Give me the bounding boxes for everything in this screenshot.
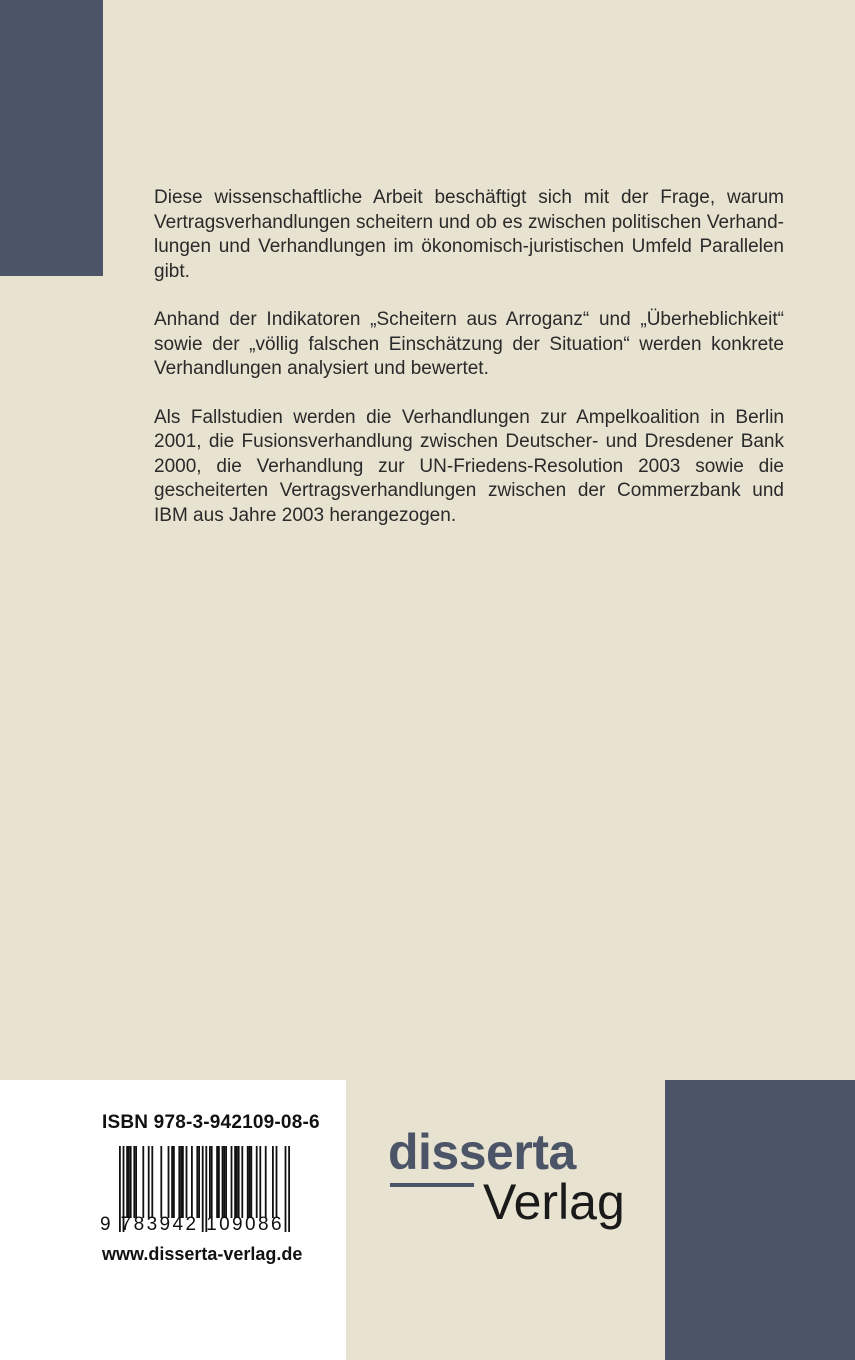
- barcode-bar: [151, 1146, 153, 1218]
- barcode-bar: [218, 1146, 220, 1218]
- barcode-bar: [209, 1146, 211, 1218]
- barcode-bar: [216, 1146, 218, 1218]
- barcode-bar: [222, 1146, 224, 1218]
- barcode-bar: [142, 1146, 144, 1218]
- barcode-bar: [231, 1146, 233, 1218]
- barcode-bar: [223, 1146, 225, 1218]
- barcode-bar: [182, 1146, 184, 1218]
- barcode-bar: [168, 1146, 170, 1218]
- barcode-bar: [160, 1146, 162, 1218]
- barcode-bar: [148, 1146, 150, 1218]
- publisher-logo: [388, 1124, 648, 1244]
- barcode-bar: [276, 1146, 278, 1218]
- barcode-bar: [259, 1146, 261, 1218]
- publisher-url: www.disserta-verlag.de: [102, 1244, 303, 1264]
- blurb-paragraph-2: Anhand der Indikatoren „Scheitern aus Arroganz“ und „Überheblichkeit“ sowie der „völlig falschen Einschätzung der Situation“ werden konkrete Verhandlungen analysiert und bewertet.: [154, 309, 784, 379]
- barcode-bar: [265, 1146, 267, 1218]
- barcode-bar: [191, 1146, 193, 1218]
- barcode-bar: [128, 1146, 130, 1218]
- barcode-bar: [249, 1146, 251, 1218]
- barcode-bar: [225, 1146, 227, 1218]
- barcode-bar: [198, 1146, 200, 1218]
- barcode-bar: [135, 1146, 137, 1218]
- barcode-bar: [180, 1146, 182, 1218]
- barcode-bar: [173, 1146, 175, 1218]
- blurb-paragraph-3: Als Fallstudien werden die Verhandlungen zur Ampelkoalition in Berlin 2001, die Fusionsverhandlung zwischen Deutscher- und Dresdener Bank 2000, die Verhandlung zur UN-Friedens-Resolution 2003 sowie die gescheiterten Vertragsverhandlungen zwischen der Commerzbank und IBM aus Jahre 2003 herangezogen.: [154, 406, 784, 526]
- barcode-bar: [272, 1146, 274, 1218]
- accent-block-top: [0, 0, 103, 276]
- barcode-bar: [178, 1146, 180, 1218]
- logo-wordmark-verlag: Verlag: [483, 1174, 625, 1230]
- barcode-bar: [238, 1146, 240, 1218]
- isbn-label: ISBN 978-3-942109-08-6: [102, 1112, 320, 1133]
- barcode-bar: [171, 1146, 173, 1218]
- blurb-paragraph-1: Diese wissenschaftliche Arbeit beschäftigt sich mit der Frage, warum Vertragsverhandlungen scheitern und ob es zwischen politischen Verhandlungen und Verhandlungen im ökonomisch-juristischen Umfeld Parallelen gibt.: [154, 187, 784, 282]
- barcode-bar: [211, 1146, 213, 1218]
- barcode-bar: [250, 1146, 252, 1218]
- barcode-bar: [247, 1146, 249, 1218]
- barcode-bar: [186, 1146, 188, 1218]
- barcode-digits: 9 783942 109086: [100, 1214, 284, 1235]
- barcode-bar: [133, 1146, 135, 1218]
- barcode-bar: [130, 1146, 132, 1218]
- barcode-bar: [236, 1146, 238, 1218]
- back-cover-blurb: [154, 186, 784, 552]
- barcode-bar: [256, 1146, 258, 1218]
- logo-wordmark-disserta: disserta: [388, 1124, 576, 1180]
- barcode-bar: [234, 1146, 236, 1218]
- accent-block-bottom: [665, 1080, 855, 1360]
- logo-rule: [390, 1183, 474, 1187]
- barcode-bar: [241, 1146, 243, 1218]
- barcode-bar: [126, 1146, 128, 1218]
- barcode-bar: [196, 1146, 198, 1218]
